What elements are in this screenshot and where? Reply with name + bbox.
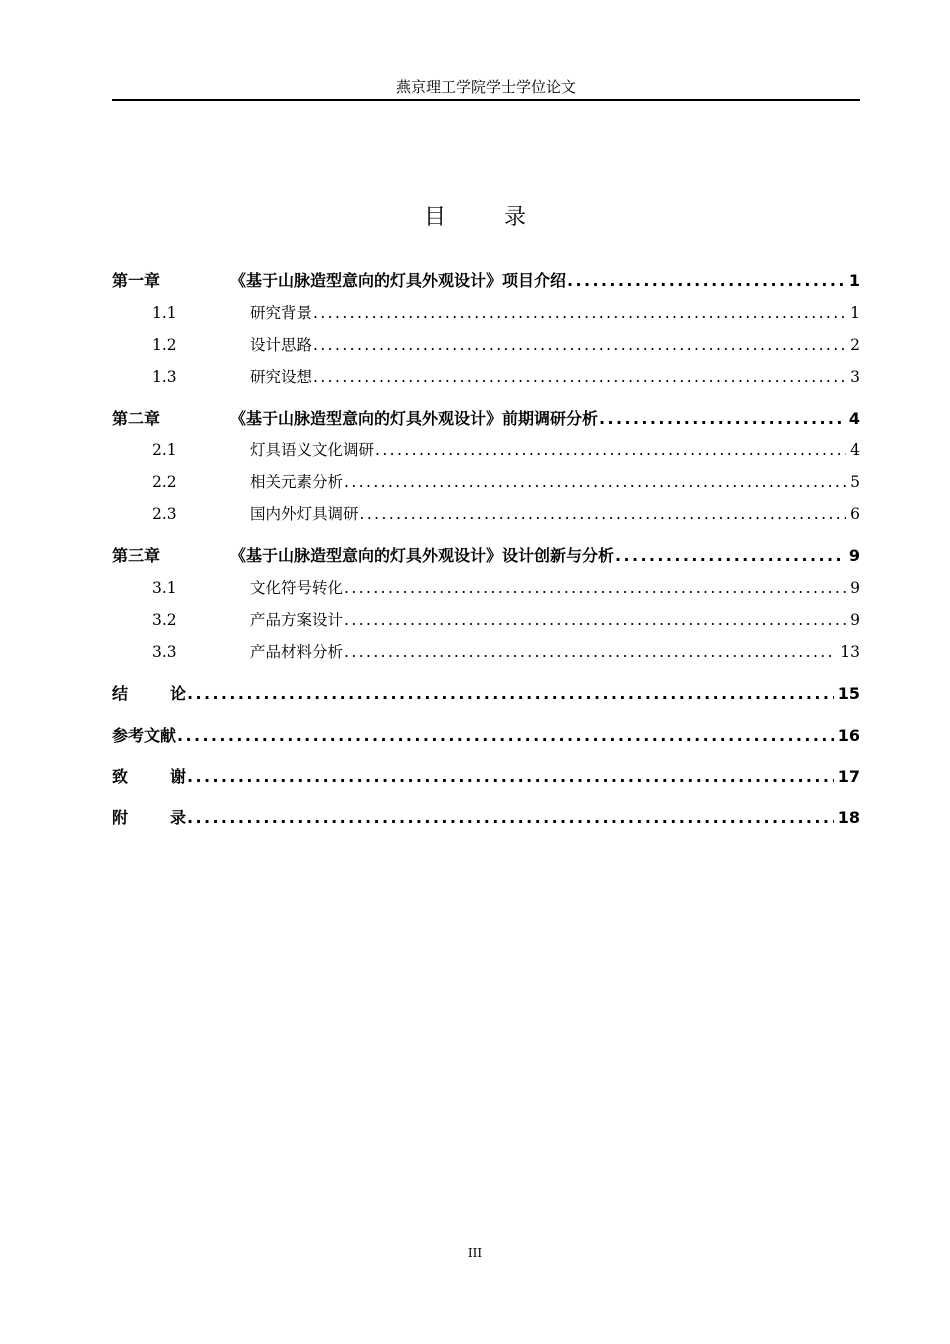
section-title: 产品方案设计 — [250, 611, 344, 629]
dot-leader — [187, 808, 834, 827]
dot-leader — [187, 767, 834, 786]
section-title: 研究背景 — [250, 304, 313, 322]
page-number: 9 — [848, 546, 860, 565]
toc-appendix[interactable] — [112, 805, 860, 828]
toc-section-1-3[interactable] — [112, 365, 860, 387]
toc-section-2-3[interactable] — [112, 502, 860, 524]
page-number: 4 — [848, 409, 860, 428]
toc-section-1-1[interactable] — [112, 301, 860, 323]
dot-leader — [187, 684, 834, 703]
page-number: 2 — [850, 336, 860, 354]
entry-char-left: 致 — [112, 767, 129, 786]
dot-leader — [177, 726, 834, 745]
page-footer-number: III — [467, 1246, 483, 1260]
page-number: 5 — [850, 473, 860, 491]
dot-leader — [567, 271, 845, 290]
section-title: 产品材料分析 — [250, 643, 344, 661]
toc-references[interactable] — [112, 723, 860, 746]
page-number: 13 — [840, 643, 860, 661]
section-title: 设计思路 — [250, 336, 313, 354]
page-number: 9 — [850, 579, 860, 597]
toc-section-3-1[interactable] — [112, 576, 860, 598]
entry-char-left: 附 — [112, 808, 129, 827]
chapter-number: 第二章 — [112, 409, 161, 428]
section-number: 1.2 — [152, 336, 177, 354]
toc-chapter-2[interactable] — [112, 406, 860, 429]
page-number: 15 — [837, 684, 860, 703]
dot-leader — [344, 579, 846, 597]
section-number: 3.3 — [152, 643, 177, 661]
dot-leader — [375, 441, 846, 459]
dot-leader — [344, 643, 836, 661]
toc-section-2-1[interactable] — [112, 438, 860, 460]
chapter-title: 《基于山脉造型意向的灯具外观设计》前期调研分析 — [230, 409, 599, 428]
entry-title: 参考文献 — [112, 726, 177, 745]
toc-section-2-2[interactable] — [112, 470, 860, 492]
page-number: 1 — [848, 271, 860, 290]
section-title: 相关元素分析 — [250, 473, 344, 491]
dot-leader — [344, 473, 846, 491]
entry-char-right: 录 — [170, 808, 187, 827]
dot-leader — [313, 336, 846, 354]
entry-char-left: 结 — [112, 684, 129, 703]
dot-leader — [360, 505, 847, 523]
entry-char-right: 论 — [170, 684, 187, 703]
running-header: 燕京理工学院学士学位论文 — [395, 78, 576, 96]
chapter-title: 《基于山脉造型意向的灯具外观设计》项目介绍 — [230, 271, 567, 290]
section-title: 国内外灯具调研 — [250, 505, 359, 523]
page-number: 18 — [837, 808, 860, 827]
header-rule — [112, 99, 860, 101]
dot-leader — [615, 546, 845, 565]
section-title: 研究设想 — [250, 368, 313, 386]
toc-section-3-3[interactable] — [112, 640, 860, 662]
section-number: 2.1 — [152, 441, 177, 459]
chapter-number: 第一章 — [112, 271, 161, 290]
section-number: 3.2 — [152, 611, 177, 629]
section-number: 3.1 — [152, 579, 177, 597]
page-number: 17 — [837, 767, 860, 786]
toc-acknowledgements[interactable] — [112, 764, 860, 787]
section-number: 2.3 — [152, 505, 177, 523]
section-title: 文化符号转化 — [250, 579, 344, 597]
page-number: 3 — [850, 368, 860, 386]
toc-chapter-1[interactable] — [112, 268, 860, 291]
section-number: 1.1 — [152, 304, 177, 322]
page-number: 16 — [837, 726, 860, 745]
toc-title — [0, 200, 950, 231]
chapter-number: 第三章 — [112, 546, 161, 565]
dot-leader — [313, 304, 846, 322]
toc-title-left: 目 — [423, 205, 446, 230]
section-number: 1.3 — [152, 368, 177, 386]
page-number: 1 — [850, 304, 860, 322]
entry-char-right: 谢 — [170, 767, 187, 786]
section-number: 2.2 — [152, 473, 177, 491]
dot-leader — [344, 611, 846, 629]
section-title: 灯具语义文化调研 — [250, 441, 375, 459]
page-number: 4 — [850, 441, 860, 459]
toc-chapter-3[interactable] — [112, 543, 860, 566]
dot-leader — [313, 368, 846, 386]
page-number: 6 — [850, 505, 860, 523]
toc-section-3-2[interactable] — [112, 608, 860, 630]
chapter-title: 《基于山脉造型意向的灯具外观设计》设计创新与分析 — [230, 546, 615, 565]
dot-leader — [599, 409, 845, 428]
toc-section-1-2[interactable] — [112, 333, 860, 355]
page-number: 9 — [850, 611, 860, 629]
toc-conclusion[interactable] — [112, 681, 860, 704]
toc-title-right: 录 — [504, 205, 527, 230]
